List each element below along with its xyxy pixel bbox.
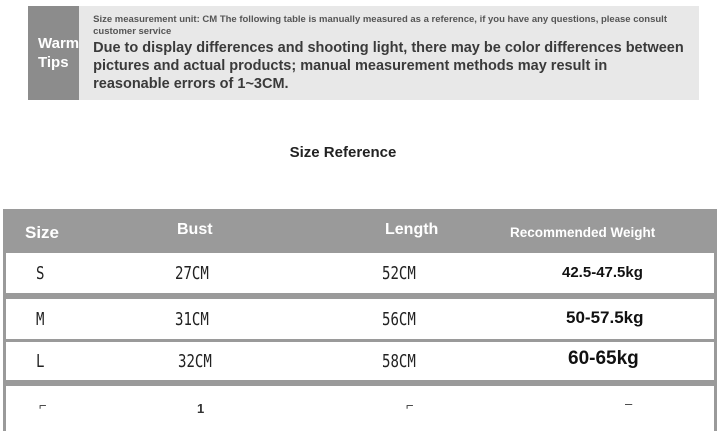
- table-row: [6, 386, 714, 431]
- bust-cell: 32CM: [178, 351, 212, 372]
- weight-cell: –: [625, 396, 633, 411]
- size-cell: M: [36, 309, 45, 330]
- size-cell: S: [36, 263, 45, 284]
- measurement-note: Size measurement unit: CM The following table is manually measured as a reference, if you have any questions, please consult customer service: [93, 14, 667, 37]
- length-cell: 56CM: [382, 309, 416, 330]
- color-difference-note: Due to display differences and shooting light, there may be color differences between pictures and actual products; manual measurement methods may result in reasonable errors of 1~3CM.: [93, 40, 684, 92]
- bust-cell: 31CM: [175, 309, 209, 330]
- header-recommended-weight: Recommended Weight: [510, 225, 656, 240]
- table-row: [6, 299, 714, 339]
- warm-tips-text: [79, 6, 699, 100]
- length-cell: ⌐: [406, 398, 414, 413]
- bust-cell: 1: [197, 401, 205, 416]
- bust-cell: 27CM: [175, 263, 209, 284]
- header-length: Length: [385, 221, 439, 238]
- warm-tips-box: [28, 6, 699, 100]
- length-cell: 52CM: [382, 263, 416, 284]
- size-cell: L: [36, 351, 45, 372]
- table-row: [6, 342, 714, 380]
- size-cell: ⌐: [39, 398, 47, 413]
- warm-tips-label: Warm Tips: [28, 6, 79, 100]
- table-header: [3, 209, 717, 253]
- size-reference-title: Size Reference: [289, 144, 397, 161]
- table-row: [6, 253, 714, 293]
- header-size: Size: [25, 223, 60, 242]
- weight-cell: 60-65kg: [568, 348, 639, 369]
- header-bust: Bust: [177, 221, 213, 238]
- weight-cell: 50-57.5kg: [566, 308, 644, 327]
- length-cell: 58CM: [382, 351, 416, 372]
- size-table: [3, 209, 717, 431]
- weight-cell: 42.5-47.5kg: [562, 264, 643, 281]
